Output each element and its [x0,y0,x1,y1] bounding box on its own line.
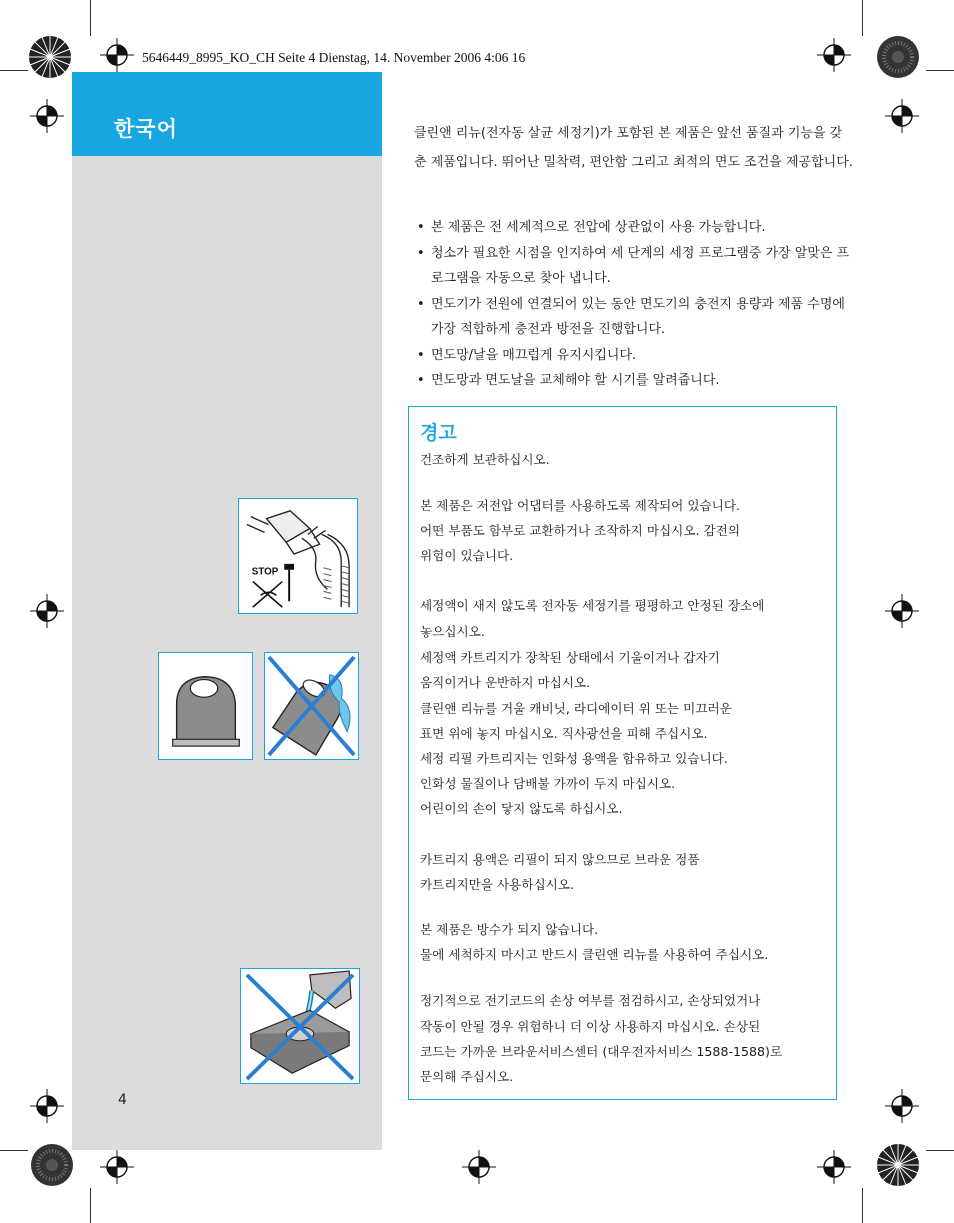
plug-stop-illustration [238,498,358,614]
list-item: • 면도망/날을 매끄럽게 유지시킵니다. [414,343,854,369]
warning-line: 어떤 부품도 함부로 교환하거나 조작하지 마십시오. 감전의 [420,523,740,538]
crosshair-icon [885,99,919,133]
registration-star-icon [28,35,72,79]
warning-line: 작동이 안될 경우 위험하니 더 이상 사용하지 마십시오. 손상된 [420,1019,761,1034]
warning-line: 클린앤 리뉴를 거울 캐비닛, 라디에이터 위 또는 미끄러운 [420,701,732,716]
list-item: • 본 제품은 전 세계적으로 전압에 상관없이 사용 가능합니다. [414,215,854,241]
crop-line [0,1150,28,1151]
station-upright-illustration [158,652,253,760]
warning-title: 경고 [420,422,457,444]
warning-line: 코드는 가까운 브라운서비스센터 (대우전자서비스 1588-1588)로 [420,1044,783,1059]
warning-line: 카트리지만을 사용하십시오. [420,877,574,892]
station-tilted-illustration [264,652,359,760]
crop-line [862,0,863,36]
crosshair-icon [30,99,64,133]
crop-line [90,1188,91,1223]
crosshair-icon [817,1150,851,1184]
warning-line: 카트리지 용액은 리필이 되지 않으므로 브라운 정품 [420,852,700,867]
crosshair-icon [462,1150,496,1184]
warning-line: 움직이거나 운반하지 마십시오. [420,675,591,690]
feature-list [414,215,854,394]
warning-line: 인화성 물질이나 담배불 가까이 두지 마십시오. [420,776,676,791]
warning-line: 본 제품은 방수가 되지 않습니다. [420,922,599,937]
print-header: 5646449_8995_KO_CH Seite 4 Dienstag, 14. November 2006 4:06 16 [142,50,526,65]
crosshair-icon [100,38,134,72]
warning-line: 건조하게 보관하십시오. [420,452,550,467]
section-title: 한국어 [114,117,178,141]
warning-line: 본 제품은 저전압 어댑터를 사용하도록 제작되어 있습니다. [420,498,740,513]
crop-line [862,1188,863,1223]
list-item: • 면도기가 전원에 연결되어 있는 동안 면도기의 충전지 용량과 제품 수명에 가장 적합하게 충전과 방전을 진행합니다. [414,292,854,343]
warning-line: 문의해 주십시오. [420,1069,514,1084]
crosshair-icon [817,38,851,72]
page-number: 4 [118,1092,127,1108]
crosshair-icon [885,594,919,628]
crosshair-icon [885,1089,919,1123]
warning-line: 표면 위에 놓지 마십시오. 직사광선을 피해 주십시오. [420,726,708,741]
crosshair-icon [30,594,64,628]
warning-line: 세정액 카트리지가 장착된 상태에서 기울이거나 갑자기 [420,650,720,665]
crosshair-icon [100,1150,134,1184]
warning-line: 정기적으로 전기코드의 손상 여부를 점검하시고, 손상되었거나 [420,993,761,1008]
crop-line [926,1150,954,1151]
warning-line: 물에 세척하지 마시고 반드시 클린앤 리뉴를 사용하여 주십시오. [420,947,769,962]
list-item: • 청소가 필요한 시점을 인지하여 세 단계의 세정 프로그램중 가장 알맞은 프로그램을 자동으로 찾아 냅니다. [414,241,854,292]
list-item: • 면도망과 면도날을 교체해야 할 시기를 알려줍니다. [414,368,854,394]
stop-label: STOP [251,566,279,578]
registration-dots-icon [876,35,920,79]
registration-star-icon [876,1143,920,1187]
crop-line [0,70,28,71]
intro-paragraph: 클린앤 리뉴(전자동 살균 세정기)가 포함된 본 제품은 앞선 품질과 기능을 갖춘 제품입니다. 뛰어난 밀착력, 편안함 그리고 최적의 면도 조건을 제공합니다. [414,126,853,170]
warning-line: 세정 리필 카트리지는 인화성 용액을 함유하고 있습니다. [420,751,728,766]
warning-line: 세정액이 새지 않도록 전자동 세정기를 평평하고 안정된 장소에 [420,598,765,613]
warning-line: 위험이 있습니다. [420,548,514,563]
warning-line: 어린이의 손이 닿지 않도록 하십시오. [420,801,623,816]
crosshair-icon [30,1089,64,1123]
crop-line [90,0,91,36]
registration-dots-icon [30,1143,74,1187]
no-water-illustration [240,968,360,1084]
warning-line: 놓으십시오. [420,624,485,639]
crop-line [926,70,954,71]
